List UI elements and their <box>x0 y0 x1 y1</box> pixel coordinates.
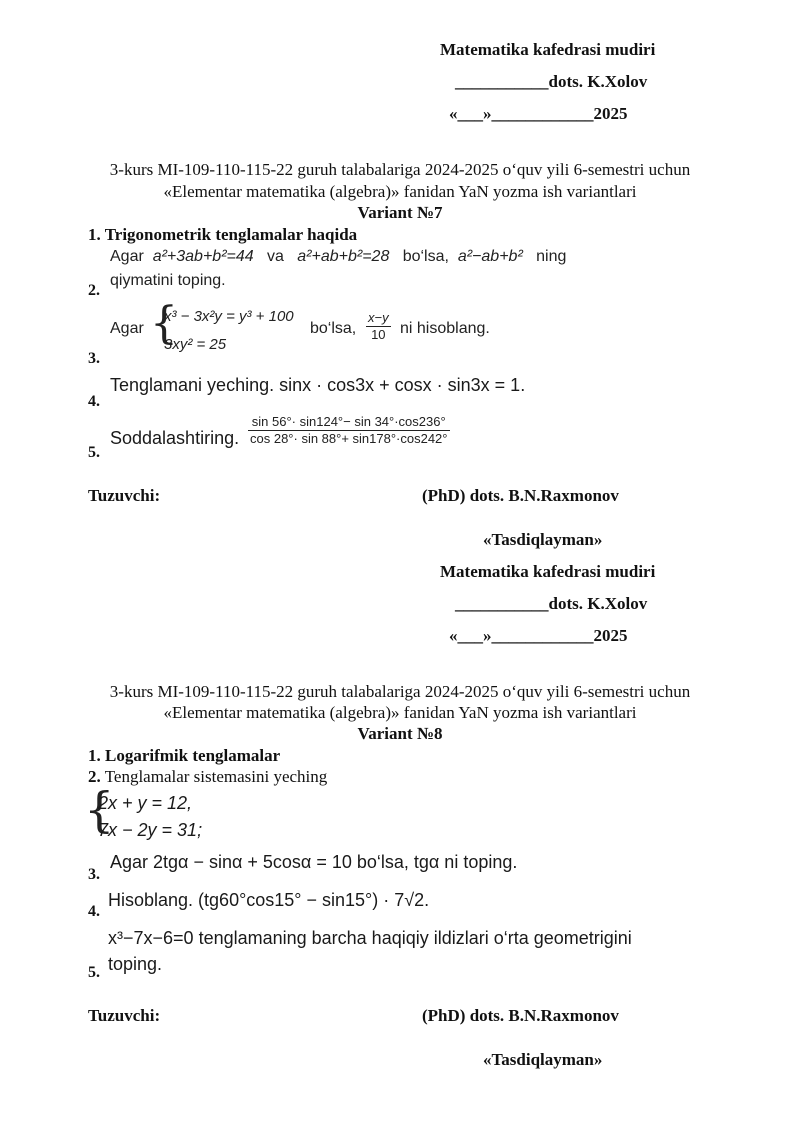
question-2-number: 2. <box>88 767 101 786</box>
question-3-number: 3. <box>88 350 100 367</box>
intro-line-2: «Elementar matematika (algebra)» fanidan YaN yozma ish variantlari <box>163 703 637 722</box>
intro-line-2: «Elementar matematika (algebra)» fanidan YaN yozma ish variantlari <box>163 182 637 201</box>
question-2 <box>88 767 327 787</box>
question-2-text: Tenglamalar sistemasini yeching <box>104 767 328 786</box>
question-5-number: 5. <box>88 444 100 461</box>
question-3-agar: Agar <box>110 320 144 337</box>
question-3-number: 3. <box>88 866 100 883</box>
system-eq-1: x³ − 3x²y = y³ + 100 <box>164 308 294 325</box>
question-3-tail: ni hisoblang. <box>400 320 490 337</box>
question-5-line-2: toping. <box>108 954 163 974</box>
question-4-text: Tenglamani yeching. sinx · cos3x + cosx · sin3x = 1. <box>110 375 526 395</box>
question-5-text: Soddalashtiring. <box>110 428 240 448</box>
question-2-number: 2. <box>88 282 100 299</box>
question-4-number: 4. <box>88 903 100 920</box>
word-va: va <box>267 248 284 265</box>
approve-title: «Tasdiqlayman» <box>483 530 603 549</box>
approval-date: «___»____________2025 <box>449 626 628 645</box>
author-name: (PhD) dots. B.N.Raxmonov <box>422 1006 619 1025</box>
author-name: (PhD) dots. B.N.Raxmonov <box>422 486 619 505</box>
system-eq-1: 2x + y = 12, <box>98 793 193 813</box>
author-label: Tuzuvchi: <box>88 1006 161 1025</box>
question-1: 1. Trigonometrik tenglamalar haqida <box>88 225 358 244</box>
question-2-line-1 <box>110 248 566 266</box>
question-3-text: Agar 2tgα − sinα + 5cosα = 10 bo‘lsa, tgα ni toping. <box>110 852 518 872</box>
expr-1: a²+3ab+b²=44 <box>152 248 254 265</box>
word-agar: Agar <box>110 248 144 265</box>
question-4-text: Hisoblang. (tg60°cos15° − sin15°) · 7√2. <box>108 890 430 910</box>
question-2-line-2: qiymatini toping. <box>110 272 226 289</box>
fraction-denominator: 10 <box>371 327 386 342</box>
question-5-number: 5. <box>88 964 100 981</box>
chair-title: Matematika kafedrasi mudiri <box>440 562 656 581</box>
system-brace: { <box>150 298 178 349</box>
expr-3: a²−ab+b² <box>457 248 523 265</box>
question-1: 1. Logarifmik tenglamalar <box>88 746 281 765</box>
system-eq-2: 7x − 2y = 31; <box>98 820 203 840</box>
system-eq-2: 3xy² = 25 <box>164 336 227 353</box>
system-brace: { <box>84 782 115 838</box>
approval-date: «___»____________2025 <box>449 104 628 123</box>
intro-line-1: 3-kurs MI-109-110-115-22 guruh talabalariga 2024-2025 o‘quv yili 6-semestri uchun <box>109 160 691 179</box>
approve-title: «Tasdiqlayman» <box>483 1050 603 1069</box>
author-label: Tuzuvchi: <box>88 486 161 505</box>
intro-line-1: 3-kurs MI-109-110-115-22 guruh talabalariga 2024-2025 o‘quv yili 6-semestri uchun <box>109 682 691 701</box>
expr-2: a²+ab+b²=28 <box>297 248 390 265</box>
word-bolsa: bo‘lsa, <box>402 248 449 265</box>
variant-title: Variant №7 <box>357 203 443 222</box>
question-3-fraction <box>362 310 395 343</box>
question-5-line-1: x³−7x−6=0 tenglamaning barcha haqiqiy ildizlari o‘rta geometrigini <box>108 928 632 948</box>
word-ning: ning <box>536 248 567 265</box>
fraction-numerator: sin 56°· sin124°− sin 34°·cos236° <box>248 414 450 431</box>
question-5-fraction <box>244 414 454 447</box>
question-4-number: 4. <box>88 393 100 410</box>
fraction-numerator: x−y <box>368 310 389 325</box>
fraction-denominator: cos 28°· sin 88°+ sin178°·cos242° <box>250 431 448 446</box>
variant-title: Variant №8 <box>357 724 443 743</box>
head-signature: ___________dots. K.Xolov <box>455 594 648 613</box>
question-3-bolsa: bo‘lsa, <box>310 320 357 337</box>
chair-title: Matematika kafedrasi mudiri <box>440 40 656 59</box>
head-signature: ___________dots. K.Xolov <box>455 72 648 91</box>
